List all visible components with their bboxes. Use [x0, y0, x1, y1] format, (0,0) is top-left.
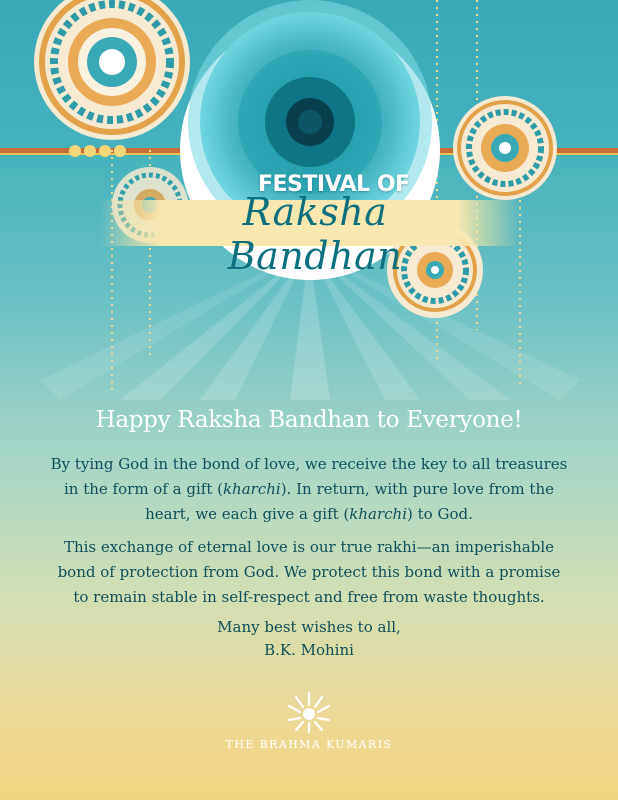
message-paragraph-2: This exchange of eternal love is our true rakhi—an imperishable bond of protection from God. We protect this bond with a promise to remain stable in self-respect and free from waste thoughts. — [57, 538, 561, 606]
organization-name: THE BRAHMA KUMARIS — [225, 738, 393, 751]
closing-line: Many best wishes to all, — [217, 618, 401, 636]
gift-word: kharchi — [349, 505, 408, 523]
message-paragraph-1 — [50, 452, 568, 527]
gift-word: kharchi — [222, 480, 281, 498]
paragraph-1-text-b: ). In return, with pure love from the heart, we each give a gift ( — [145, 480, 554, 523]
radiant-sun-logo-icon — [285, 690, 333, 734]
paragraph-1-text-c: ) to God. — [407, 505, 473, 523]
mandala-right — [453, 96, 557, 200]
festival-title: Raksha Bandhan — [227, 190, 403, 278]
signature: B.K. Mohini — [264, 641, 354, 659]
paragraph-1-text-a: By tying God in the bond of love, we receive the key to all treasures in the form of a gift ( — [50, 455, 568, 498]
mandala-left — [34, 0, 190, 140]
greeting-heading: Happy Raksha Bandhan to Everyone! — [95, 407, 523, 433]
festival-label: FESTIVAL OF — [258, 172, 410, 197]
